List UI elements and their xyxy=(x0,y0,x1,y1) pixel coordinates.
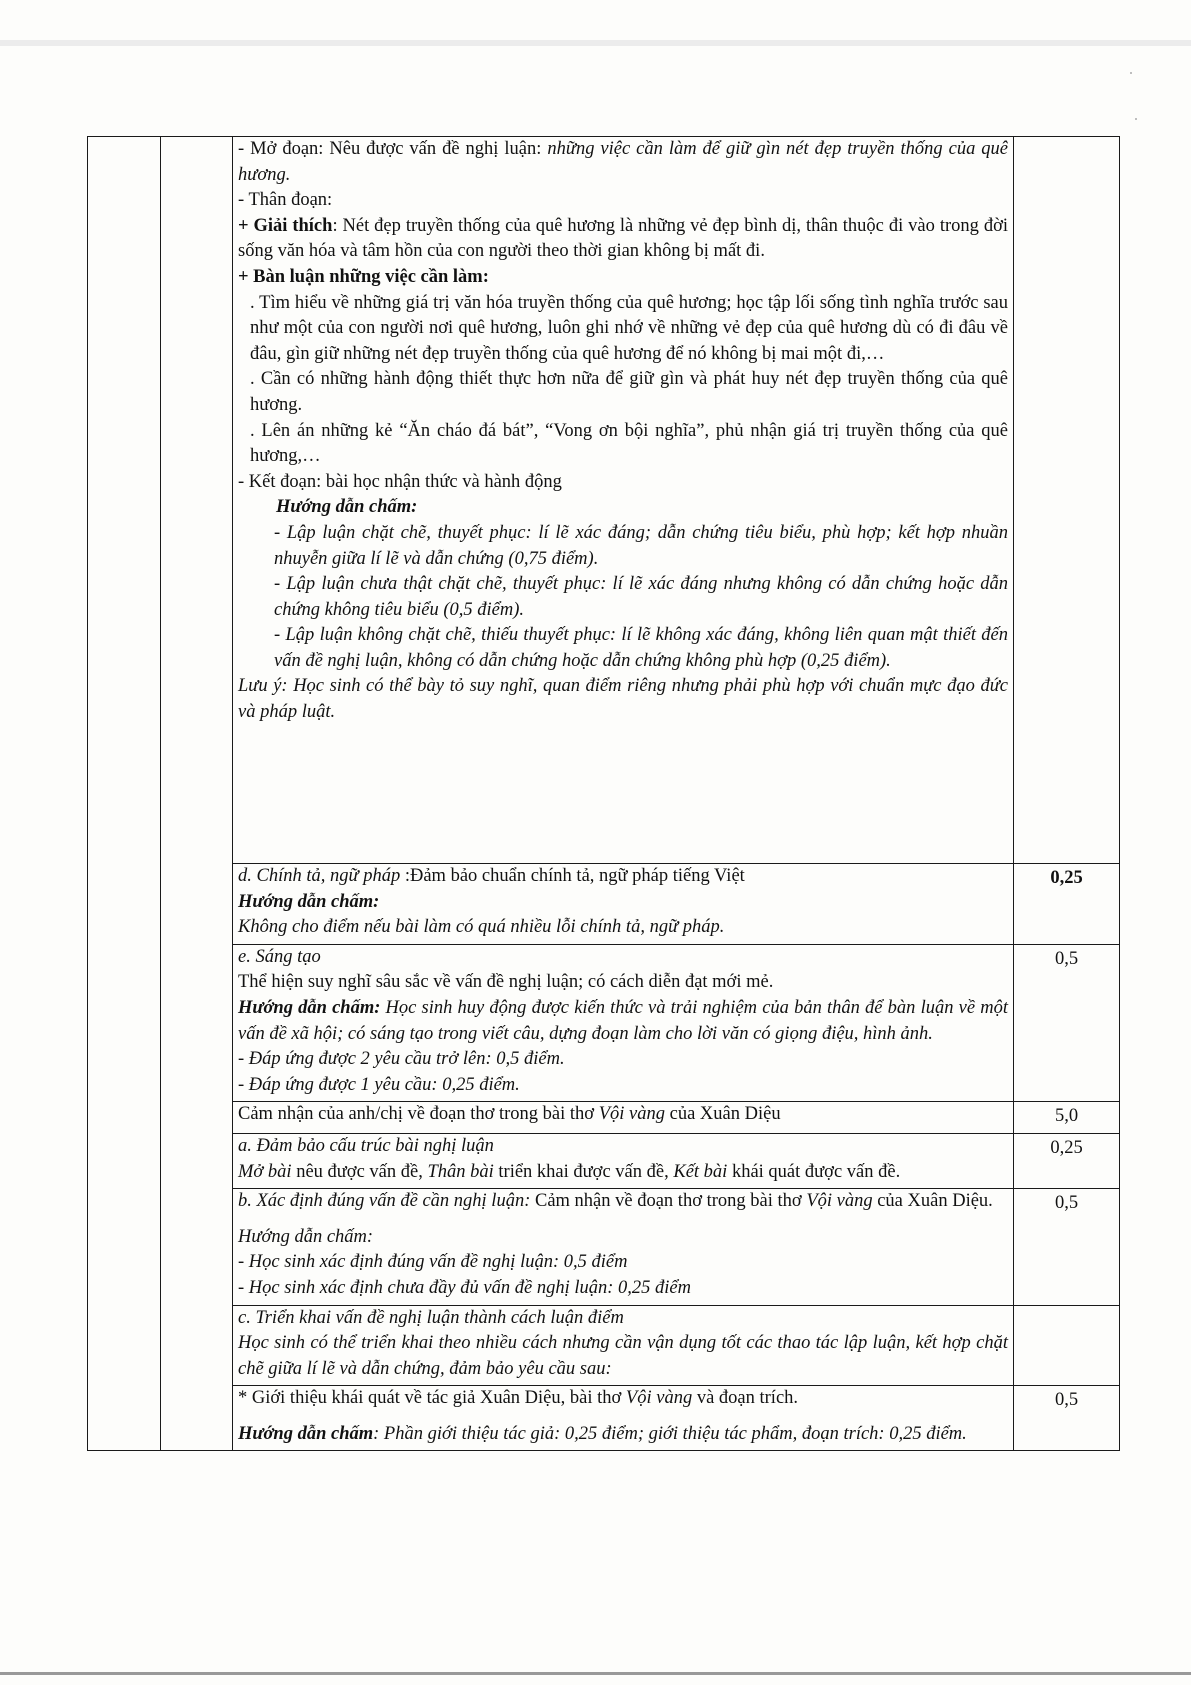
question-cell xyxy=(161,1189,233,1305)
score-cell: 0,5 xyxy=(1014,1189,1120,1305)
grading-table xyxy=(87,136,1120,1451)
list-item: - Thân đoạn: xyxy=(238,190,333,211)
question-cell xyxy=(161,864,233,945)
score-cell: 0,5 xyxy=(1014,944,1120,1102)
content-cell: a. Đảm bảo cấu trúc bài nghị luận Mở bài nêu được vấn đề, Thân bài triển khai được vấn đề, Kết bài khái quát được vấn đề. xyxy=(233,1133,1014,1188)
content-cell: c. Triển khai vấn đề nghị luận thành cách luận điểm Học sinh có thể triển khai theo nhiều cách nhưng cần vận dụng tốt các thao tác lập luận, kết hợp chặt chẽ giữa lí lẽ và dẫn chứng, đảm bảo yêu cầu sau: xyxy=(233,1305,1014,1386)
score-cell: 0,25 xyxy=(1014,864,1120,945)
content-cell: Cảm nhận của anh/chị về đoạn thơ trong bài thơ Vội vàng của Xuân Diệu xyxy=(233,1102,1014,1134)
score-cell: 0,25 xyxy=(1014,1133,1120,1188)
list-item: . Lên án những kẻ “Ăn cháo đá bát”, “Vong ơn bội nghĩa”, phủ nhận giá trị truyền thống của quê hương,… xyxy=(250,420,1008,467)
section-cell xyxy=(88,1189,161,1305)
table-row xyxy=(88,1133,1120,1188)
list-item: - Lập luận chặt chẽ, thuyết phục: lí lẽ xác đáng; dẫn chứng tiêu biểu, phù hợp; kết hợp nhuần nhuyễn giữa lí lẽ và dẫn chứng (0,75 điểm). xyxy=(274,522,1008,569)
score-cell xyxy=(1014,1305,1120,1386)
section-cell xyxy=(88,1133,161,1188)
question-cell xyxy=(161,944,233,1102)
question-cell xyxy=(161,1102,233,1134)
content-cell: b. Xác định đúng vấn đề cần nghị luận: Cảm nhận về đoạn thơ trong bài thơ Vội vàng của Xuân Diệu. Hướng dẫn chấm: - Học sinh xác định đúng vấn đề nghị luận: 0,5 điểm - Học sinh xác định chưa đầy đủ vấn đề nghị luận: 0,25 điểm xyxy=(233,1189,1014,1305)
list-item: . Cần có những hành động thiết thực hơn nữa để giữ gìn và phát huy nét đẹp truyền thống của quê hương. xyxy=(250,369,1008,415)
scan-edge-bottom xyxy=(0,1672,1191,1675)
table-row xyxy=(88,137,1120,864)
table-row xyxy=(88,1305,1120,1386)
score-cell: 0,5 xyxy=(1014,1386,1120,1451)
list-item: - Lập luận không chặt chẽ, thiếu thuyết phục: lí lẽ không xác đáng, không liên quan mật thiết đến vấn đề nghị luận, không có dẫn chứng hoặc dẫn chứng không phù hợp (0,25 điểm). xyxy=(274,625,1008,671)
table-row xyxy=(88,1386,1120,1451)
question-cell xyxy=(161,1305,233,1386)
section-cell xyxy=(88,864,161,945)
list-item: - Mở đoạn: Nêu được vấn đề nghị luận: những việc cần làm để giữ gìn nét đẹp truyền thống của quê hương. xyxy=(238,139,1009,185)
scan-speck xyxy=(1135,118,1137,120)
section-cell xyxy=(88,1102,161,1134)
content-cell xyxy=(233,137,1014,864)
guide-heading: Hướng dẫn chấm: xyxy=(276,497,418,518)
question-cell xyxy=(161,137,233,864)
table-row xyxy=(88,944,1120,1102)
list-item: + Bàn luận những việc cần làm: xyxy=(238,266,489,287)
section-cell xyxy=(88,944,161,1102)
scan-speck xyxy=(1130,72,1132,74)
table-row xyxy=(88,864,1120,945)
section-cell xyxy=(88,1305,161,1386)
list-item: - Kết đoạn: bài học nhận thức và hành động xyxy=(238,471,562,492)
content-cell: d. Chính tả, ngữ pháp :Đảm bảo chuẩn chính tả, ngữ pháp tiếng Việt Hướng dẫn chấm: Không cho điểm nếu bài làm có quá nhiều lỗi chính tả, ngữ pháp. xyxy=(233,864,1014,945)
score-cell: 5,0 xyxy=(1014,1102,1120,1134)
question-cell xyxy=(161,1133,233,1188)
section-cell xyxy=(88,137,161,864)
section-cell xyxy=(88,1386,161,1451)
list-item: - Lập luận chưa thật chặt chẽ, thuyết phục: lí lẽ xác đáng nhưng không có dẫn chứng hoặc dẫn chứng không tiêu biểu (0,5 điểm). xyxy=(274,574,1008,620)
note: Lưu ý: Học sinh có thể bày tỏ suy nghĩ, quan điểm riêng nhưng phải phù hợp với chuẩn mực đạo đức và pháp luật. xyxy=(238,676,1008,723)
content-cell: e. Sáng tạo Thể hiện suy nghĩ sâu sắc về vấn đề nghị luận; có cách diễn đạt mới mẻ. Hướng dẫn chấm: Học sinh huy động được kiến thức và trải nghiệm của bản thân để bàn luận về một vấn đề xã hội; có sáng tạo trong viết câu, dựng đoạn làm cho lời văn có giọng điệu, hình ảnh. - Đáp ứng được 2 yêu cầu trở lên: 0,5 điểm. - Đáp ứng được 1 yêu cầu: 0,25 điểm. xyxy=(233,944,1014,1102)
table-row xyxy=(88,1189,1120,1305)
list-item: + Giải thích: Nét đẹp truyền thống của quê hương là những vẻ đẹp bình dị, thân thuộc đi vào trong đời sống văn hóa và tâm hồn của con người theo thời gian không bị mất đi. xyxy=(238,215,1008,262)
question-cell xyxy=(161,1386,233,1451)
score-cell xyxy=(1014,137,1120,864)
content-cell: * Giới thiệu khái quát về tác giả Xuân Diệu, bài thơ Vội vàng và đoạn trích. Hướng dẫn chấm: Phần giới thiệu tác giả: 0,25 điểm; giới thiệu tác phẩm, đoạn trích: 0,25 điểm. xyxy=(233,1386,1014,1451)
list-item: . Tìm hiểu về những giá trị văn hóa truyền thống của quê hương; học tập lối sống tình nghĩa trước sau như một của con người nơi quê hương, luôn ghi nhớ về những vẻ đẹp của quê hương dù có đi đâu về đâu, gìn giữ những nét đẹp truyền thống của quê hương để nó không bị mai một đi,… xyxy=(250,292,1008,364)
scan-edge-top xyxy=(0,40,1191,46)
table-row xyxy=(88,1102,1120,1134)
